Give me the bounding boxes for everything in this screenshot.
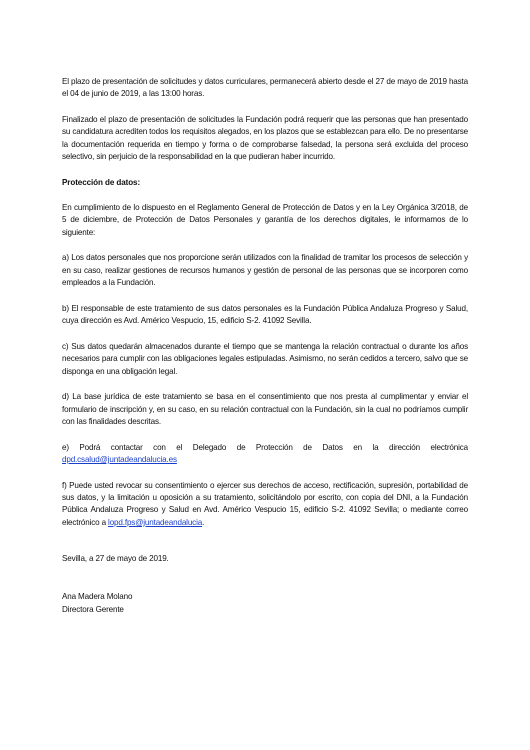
section-heading: Protección de datos:	[62, 177, 141, 187]
item-f-paragraph	[62, 480, 468, 529]
signer-title: Directora Gerente	[62, 604, 124, 614]
item-a-paragraph: a) Los datos personales que nos proporcione serán utilizados con la finalidad de tramitar los procesos de selección y en su caso, realizar gestiones de recursos humanos y gestión de personal de las personas que se incorporen como empleados a la Fundación.	[62, 253, 468, 288]
verification-paragraph: Finalizado el plazo de presentación de solicitudes la Fundación podrá requerir que las personas que han presentado su candidatura acrediten todos los requisitos alegados, en los plazos que se establezcan para ello. De no presentarse la documentación requerida en tiempo y forma o de comprobarse falsedad, la persona será excluida del proceso selectivo, sin perjuicio de la responsabilidad en la que pudieran haber incurrido.	[62, 115, 468, 161]
legal-intro-paragraph: En cumplimiento de lo dispuesto en el Reglamento General de Protección de Datos y en la Ley Orgánica 3/2018, de 5 de diciembre, de Protección de Datos Personales y garantía de los derechos digitales, le informamos de lo siguiente:	[62, 203, 468, 237]
dpd-email-link[interactable]: dpd.csalud@juntadeandalucia.es	[62, 455, 177, 465]
item-e-paragraph	[62, 442, 468, 467]
item-b-paragraph: b) El responsable de este tratamiento de sus datos personales es la Fundación Pública Andaluza Progreso y Salud, cuya dirección es Avd. Américo Vespucio, 15, edificio S-2. 41092 Sevilla.	[62, 303, 468, 326]
item-f-text: f) Puede usted revocar su consentimiento o ejercer sus derechos de acceso, rectificación, supresión, portabilidad de sus datos, y la limitación u oposición a su tratamiento, solicitándolo por escrito, con copia del DNI, a la Fundación Pública Andaluza Progreso y Salud en Avd. Américo Vespucio 15, edificio S-2. 41092 Sevilla; o mediante correo electrónico a	[62, 480, 468, 527]
deadline-paragraph: El plazo de presentación de solicitudes y datos curriculares, permanecerá abierto desde el 27 de mayo de 2019 hasta el 04 de junio de 2019, a las 13:00 horas.	[62, 77, 468, 99]
item-e-text: e) Podrá contactar con el Delegado de Protección de Datos en la dirección electrónica	[62, 442, 468, 452]
signature-block	[62, 591, 132, 616]
spacer	[62, 543, 468, 553]
item-c-paragraph: c) Sus datos quedarán almacenados durante el tiempo que se mantenga la relación contractual o durante los años necesarios para cumplir con las obligaciones legales estipuladas. Asimismo, no serán cedidos a tercero, salvo que se disponga en una obligación legal.	[62, 341, 468, 376]
lopd-email-link[interactable]: lopd.fps@juntadeandalucia	[108, 517, 203, 527]
signer-name: Ana Madera Molano	[62, 592, 133, 601]
document-body	[62, 76, 468, 578]
date-line: Sevilla, a 27 de mayo de 2019.	[62, 553, 169, 563]
item-f-period: .	[202, 517, 205, 527]
item-d-paragraph: d) La base jurídica de este tratamiento se basa en el consentimiento que nos presta al cumplimentar y enviar el formulario de inscripción y, en su caso, en su relación contractual con la Fundación, sin la cual no podríamos cumplir con las finalidades descritas.	[62, 392, 468, 426]
